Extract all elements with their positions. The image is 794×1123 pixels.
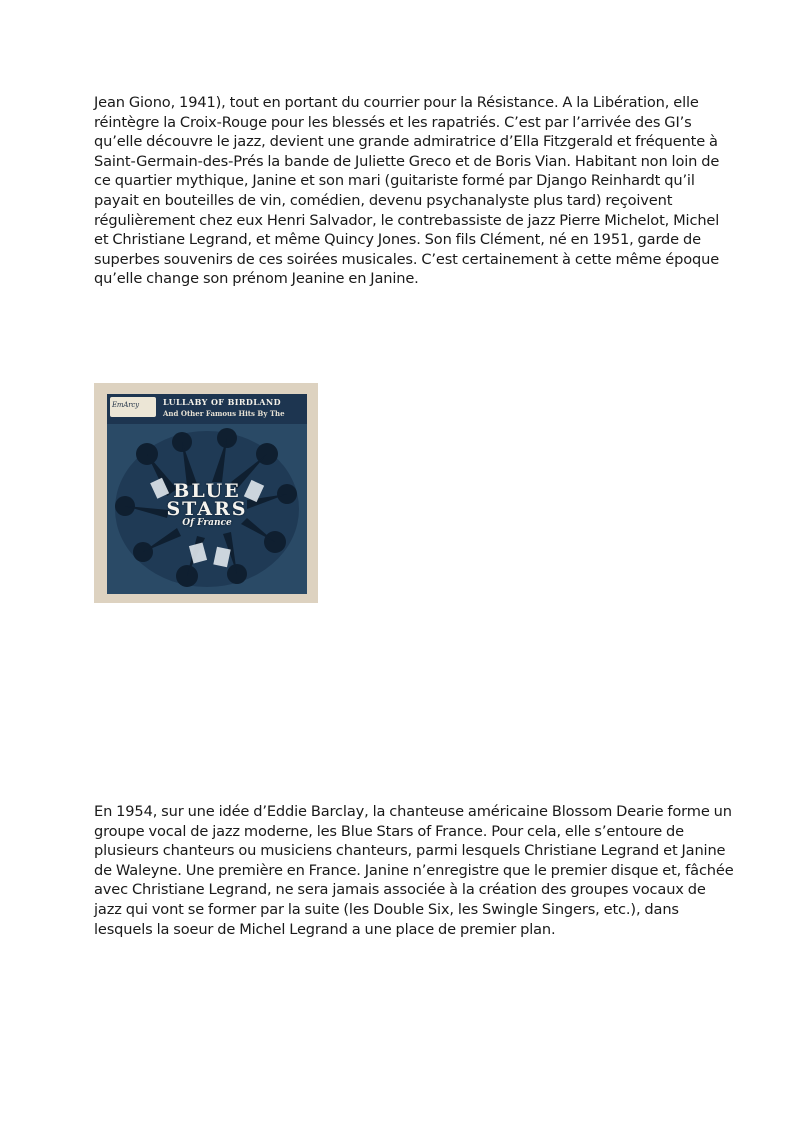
body-paragraph-2: En 1954, sur une idée d’Eddie Barclay, la chanteuse américaine Blossom Dearie forme un groupe vocal de jazz moderne, les Blue Stars of France. Pour cela, elle s’entoure de plusieurs chanteurs ou musiciens chanteurs, parmi lesquels Christiane Legrand et Janine de Waleyne. Une première en France. Janine n’enregistre que le premier disque et, fâchée avec Christiane Legrand, ne sera jamais associée à la création des groupes vocaux de jazz qui vont se former par la suite (les Double Six, les Swingle Singers, etc.), dans lesquels la soeur de Michel Legrand a une place de premier plan.	[94, 803, 734, 938]
band-name-line-3: Of France	[182, 518, 232, 528]
record-label-text: EmArcy	[112, 401, 139, 409]
band-name-line-1: BLUE	[173, 480, 241, 502]
body-paragraph-1: Jean Giono, 1941), tout en portant du courrier pour la Résistance. A la Libération, elle réintègre la Croix-Rouge pour les blessés et les rapatriés. C’est par l’arrivée des GI’s qu’elle découvre le jazz, devient une grande admiratrice d’Ella Fitzgerald et fréquente à Saint-Germain-des-Prés la bande de Juliette Greco et de Boris Vian. Habitant non loin de ce quartier mythique, Janine et son mari (guitariste formé par Django Reinhardt qu’il payait en bouteilles de vin, comédien, devenu psychanalyste plus tard) reçoivent régulièrement chez eux Henri Salvador, le contrebassiste de jazz Pierre Michelot, Michel et Christiane Legrand, et même Quincy Jones. Son fils Clément, né en 1951, garde de superbes souvenirs de ces soirées musicales. C’est certainement à cette même époque qu’elle change son prénom Jeanine en Janine.	[94, 94, 720, 288]
album-cover-image	[94, 383, 318, 603]
record-label-logo	[110, 397, 156, 417]
band-name-line-2: STARS	[166, 498, 248, 520]
album-cover	[107, 394, 307, 594]
album-subtitle: And Other Famous Hits By The	[163, 409, 285, 418]
album-title: LULLABY OF BIRDLAND	[163, 397, 281, 407]
